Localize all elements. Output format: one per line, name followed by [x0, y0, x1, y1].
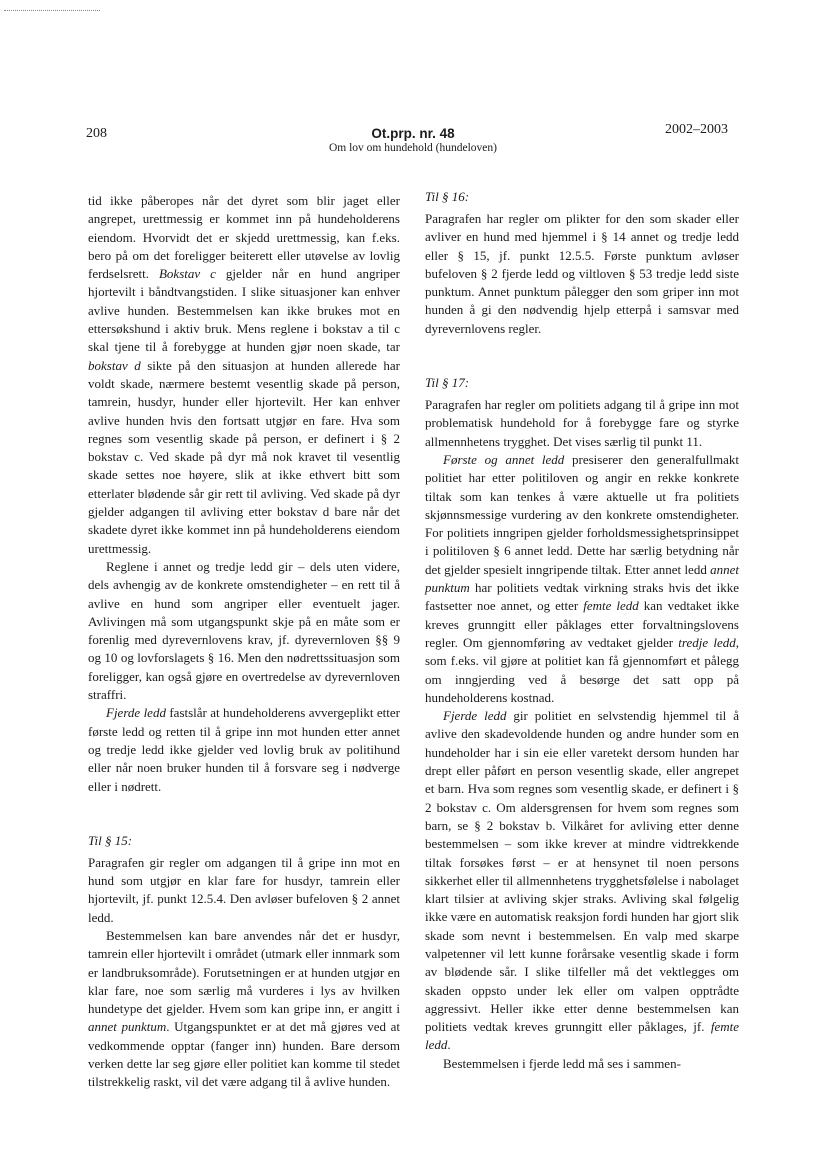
section-heading-16: Til § 16: — [425, 189, 470, 204]
paragraph: Paragrafen har regler om politiets adgang til å gripe inn mot problematisk hundehold for å forebygge fare og styrke allmennhetens trygghet. Det vises særlig til punkt 11. — [425, 397, 739, 449]
paragraph: tid ikke påberopes når det dyret som blir jaget eller angrepet, urettmessig er kommet inn på hundeholderens eiendom. Hvorvidt det er skjedd urettmessig, kan f.eks. bero på om det foreligger beiterett eller utøvelse av lovlig ferdselsrett. Bokstav c gjelder når en hund angriper hjortevilt i båndtvangstiden. I slike situasjoner kan enhver avlive hunden. Bestemmelsen kan ikke brukes mot en ettersøkshund i aktiv bruk. Mens reglene i bokstav a til c skal tjene til å forebygge at hunden gjør noen skade, tar bokstav d sikte på den situasjon at hunden allerede har voldt skade, nærmere bestemt vesentlig skade på person, tamrein, husdyr, hunder eller hjortevilt. Her kan enhver avlive hunden hvis den fortsatt utgjør en fare. Hva som regnes som vesentlig skade på person, er definert i § 2 bokstav c. Ved skade på dyr må nok kravet til vesentlig skade settes noe høyere, slik at ikke ethvert bitt som etterlater blødende sår gir rett til avliving. Ved skade på dyr gjelder adgangen til avliving etter bokstav d bare når det skadete dyret ikke kommet inn på hundeholderens eiendom urettmessig. — [88, 193, 401, 556]
paragraph: Reglene i annet og tredje ledd gir – dels uten videre, dels avhengig av de konkrete omstendigheter – en rett til å avlive en hund som angriper eller eventuelt jager. Avlivingen må som utgangspunkt skje på en måte som er forenlig med dyrevernlovens krav, jf. dyrevernloven §§ 9 og 10 og lovforslagets § 16. Men den nødrettssituasjon som foreligger, kan også gjøre en overtredelse av dyrevernloven straffri. — [88, 558, 400, 703]
scan-artifact-line — [4, 10, 100, 11]
section-heading-15: Til § 15: — [88, 832, 133, 848]
document-subtitle: Om lov om hundehold (hundeloven) — [328, 142, 497, 154]
right-column — [425, 188, 739, 1073]
paragraph: Paragrafen har regler om plikter for den som skader eller avliver en hund med hjemmel i § 14 annet og tredje ledd eller § 15, jf. punkt 12.5.5. Første punktum avløser bufeloven § 2 fjerde ledd og viltloven § 53 tredje ledd siste punktum. Annet punktum pålegger den som griper inn mot hunden å gi den nødvendig hjelp etterpå i samsvar med dyrevernlovens regler. — [425, 211, 739, 336]
paragraph: Bestemmelsen i fjerde ledd må ses i sammen- — [443, 1055, 681, 1071]
page-number: 208 — [86, 126, 107, 141]
paragraph: Fjerde ledd fastslår at hundeholderens avvergeplikt etter første ledd og retten til å gripe inn mot hunden etter annet og tredje ledd ikke gjelder ved lovlig bruk av politihund eller når noen bruker hunden til å forsvare seg i nødverge eller i nødrett. — [88, 705, 400, 794]
paragraph: Paragrafen gir regler om adgangen til å gripe inn mot en hund som utgjør en klar fare for husdyr, tamrein eller hjortevilt, jf. punkt 12.5.4. Den avløser bufeloven § 2 annet ledd. — [88, 854, 400, 925]
left-column — [88, 192, 400, 1092]
session-year: 2002–2003 — [665, 122, 728, 137]
paragraph: Bestemmelsen kan bare anvendes når det er husdyr, tamrein eller hjortevilt i området (utmark eller innmark som er landbruksområde). Forutsetningen er at hunden utgjør en klar fare, noe som særlig må vurderes i lys av hvilken hundetype det gjelder. Hvem som kan gripe inn, er angitt i annet punktum. Utgangspunktet er at det må gjøres ved at vedkommende opptar (fanger inn) hunden. Bare dersom verken dette lar seg gjøre eller politiet kan komme til stedet tilstrekkelig raskt, vil det være adgang til å avlive hunden. — [88, 927, 400, 1090]
paragraph: Første og annet ledd presiserer den generalfullmakt politiet har etter politiloven og angir en rekke konkrete tiltak som kan tenkes å være aktuelle ut fra politiets skjønnsmessige vurdering av den konkrete omstendigheter. For politiets inngripen gjelder forholdsmessighetsprinsippet i politiloven § 6 annet ledd. Dette har særlig betydning når det gjelder spesielt inngripende tiltak. Etter annet ledd annet punktum har politiets vedtak virkning straks hvis det ikke fastsetter noe annet, og etter femte ledd kan vedtaket ikke kreves grunngitt eller påklages etter forvaltningslovens regler. Om gjennomføring av vedtaket gjelder tredje ledd, som f.eks. vil gjøre at politiet kan få gjennomført et pålegg om inngjerding ved å besørge det satt opp på hundeholderens kostnad. — [425, 451, 739, 705]
document-title: Ot.prp. nr. 48 — [371, 126, 455, 141]
section-heading-17: Til § 17: — [425, 375, 470, 391]
paragraph: Fjerde ledd gir politiet en selvstendig hjemmel til å avlive den skadevoldende hunden og andre hunder som en hundeholder har i sin eie eller varetekt dersom hunden har drept eller påført en person vesentlig skade, eller angrepet et barn. Hva som regnes som vesentlig skade, er definert i § 2 bokstav c. Om aldersgrensen for hvem som regnes som barn, se § 2 bokstav b. Vilkåret for avliving etter denne bestemmelsen – som ikke krever at mindre vidtrekkende tiltak forsøkes først – er at hensynet til noen persons sikkerhet eller til allmennhetens trygghetsfølelse i nabolaget klart tilsier at avliving skjer straks. Avliving skal følgelig ikke være en automatisk reaksjon fordi hunden har gjort slik skade som nevnt i bestemmelsen. En valp med skarpe valpetenner vil lett kunne forårsake vesentlig skade i form av blødende sår. I slike tilfeller må det vektlegges om skaden oppsto under lek eller om valpen opptrådte aggressivt. Heller ikke etter denne bestemmelsen kan politiets vedtak kreves grunngitt eller påklages, jf. femte ledd. — [425, 708, 739, 1053]
